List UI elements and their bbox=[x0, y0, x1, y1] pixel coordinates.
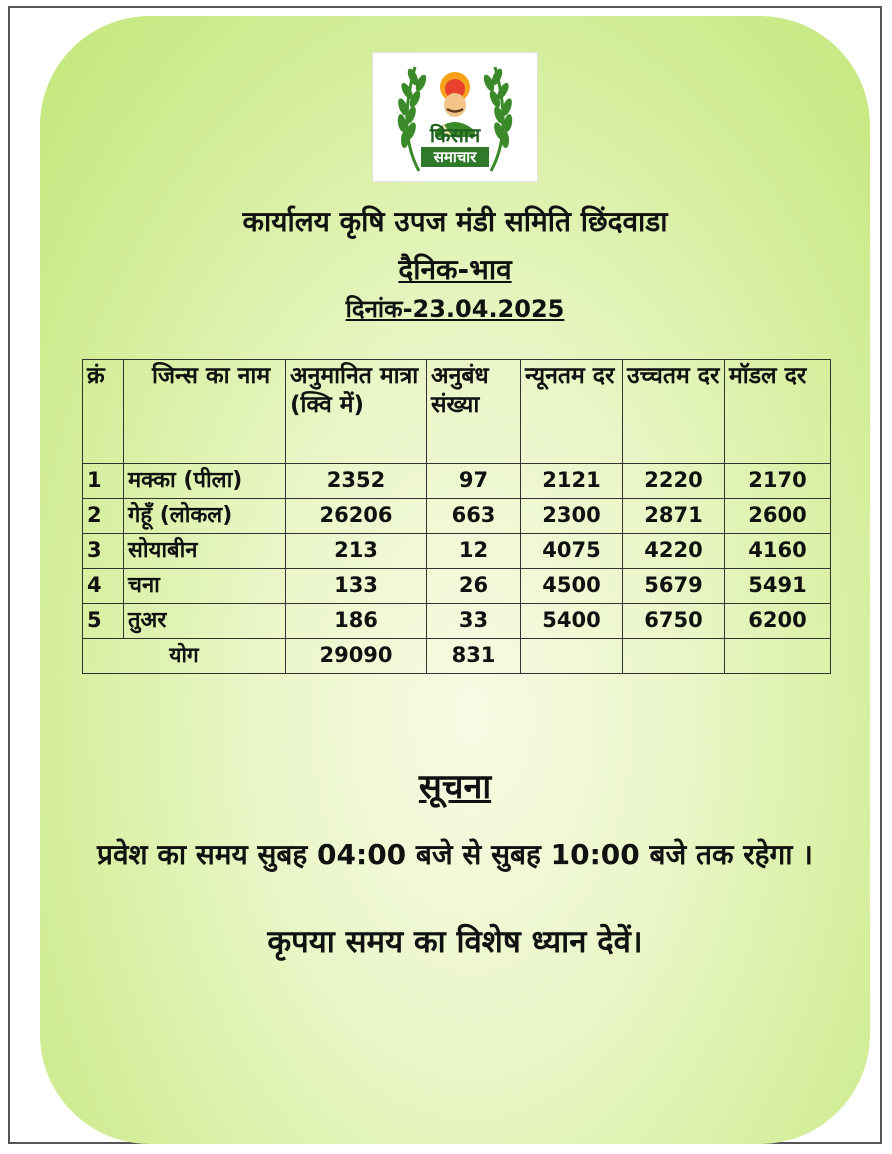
cell-contracts: 12 bbox=[427, 534, 521, 569]
table-row bbox=[83, 464, 831, 499]
total-empty-cell bbox=[521, 639, 623, 674]
cell-name: सोयाबीन bbox=[124, 534, 286, 569]
total-contracts: 831 bbox=[427, 639, 521, 674]
col-header-contracts: अनुबंध संख्या bbox=[427, 360, 521, 464]
cell-modal: 6200 bbox=[725, 604, 831, 639]
cell-modal: 4160 bbox=[725, 534, 831, 569]
cell-contracts: 97 bbox=[427, 464, 521, 499]
cell-min: 2300 bbox=[521, 499, 623, 534]
col-header-sr: क्रं bbox=[83, 360, 124, 464]
total-label: योग bbox=[83, 639, 286, 674]
cell-sr: 2 bbox=[83, 499, 124, 534]
table-header-row bbox=[83, 360, 831, 464]
cell-name: तुअर bbox=[124, 604, 286, 639]
cell-contracts: 33 bbox=[427, 604, 521, 639]
cell-max: 2220 bbox=[623, 464, 725, 499]
col-header-modal: मॉडल दर bbox=[725, 360, 831, 464]
cell-qty: 186 bbox=[286, 604, 427, 639]
cell-max: 5679 bbox=[623, 569, 725, 604]
col-header-max: उच्चतम दर bbox=[623, 360, 725, 464]
cell-min: 5400 bbox=[521, 604, 623, 639]
cell-max: 6750 bbox=[623, 604, 725, 639]
table-row bbox=[83, 569, 831, 604]
col-header-qty: अनुमानित मात्रा (क्वि में) bbox=[286, 360, 427, 464]
notice-entry-time: प्रवेश का समय सुबह 04:00 बजे से सुबह 10:00 बजे तक रहेगा । bbox=[97, 838, 813, 871]
table-row bbox=[83, 499, 831, 534]
office-title: कार्यालय कृषि उपज मंडी समिति छिंदवाडा bbox=[242, 205, 668, 238]
cell-sr: 4 bbox=[83, 569, 124, 604]
table-total-row bbox=[83, 639, 831, 674]
cell-qty: 26206 bbox=[286, 499, 427, 534]
date-line: दिनांक-23.04.2025 bbox=[345, 295, 565, 323]
cell-modal: 5491 bbox=[725, 569, 831, 604]
daily-rates-title: दैनिक-भाव bbox=[398, 253, 512, 286]
cell-contracts: 26 bbox=[427, 569, 521, 604]
cell-max: 2871 bbox=[623, 499, 725, 534]
table-row bbox=[83, 534, 831, 569]
kisan-samachar-logo bbox=[372, 52, 538, 182]
table-row bbox=[83, 604, 831, 639]
page-frame bbox=[8, 6, 882, 1144]
col-header-min: न्यूनतम दर bbox=[521, 360, 623, 464]
cell-modal: 2600 bbox=[725, 499, 831, 534]
cell-name: चना bbox=[124, 569, 286, 604]
rates-table bbox=[82, 359, 831, 674]
logo-text-line2: समाचार bbox=[421, 147, 489, 167]
cell-qty: 213 bbox=[286, 534, 427, 569]
cell-sr: 3 bbox=[83, 534, 124, 569]
notice-request: कृपया समय का विशेष ध्यान देवें। bbox=[267, 924, 643, 960]
logo-text-line1: किसान bbox=[429, 123, 481, 147]
cell-max: 4220 bbox=[623, 534, 725, 569]
cell-min: 4075 bbox=[521, 534, 623, 569]
notice-card bbox=[40, 16, 870, 1144]
cell-sr: 1 bbox=[83, 464, 124, 499]
cell-sr: 5 bbox=[83, 604, 124, 639]
cell-name: गेहूँ (लोकल) bbox=[124, 499, 286, 534]
notice-title: सूचना bbox=[418, 767, 492, 807]
cell-min: 4500 bbox=[521, 569, 623, 604]
col-header-name: जिन्स का नाम bbox=[124, 360, 286, 464]
cell-min: 2121 bbox=[521, 464, 623, 499]
cell-qty: 133 bbox=[286, 569, 427, 604]
cell-contracts: 663 bbox=[427, 499, 521, 534]
total-empty-cell bbox=[725, 639, 831, 674]
total-qty: 29090 bbox=[286, 639, 427, 674]
cell-modal: 2170 bbox=[725, 464, 831, 499]
total-empty-cell bbox=[623, 639, 725, 674]
cell-name: मक्का (पीला) bbox=[124, 464, 286, 499]
cell-qty: 2352 bbox=[286, 464, 427, 499]
